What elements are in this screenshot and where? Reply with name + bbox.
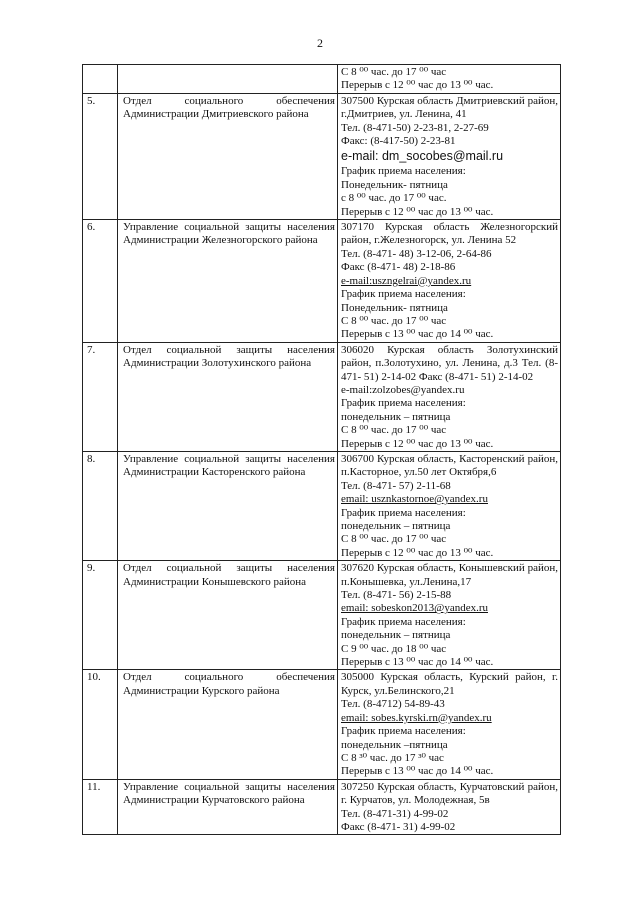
contact-info [338,451,561,560]
contact-line: Перерыв с 12 ⁰⁰ час до 13 ⁰⁰ час. [341,205,494,218]
contact-line: понедельник – пятница [341,410,451,423]
contact-line: С 9 ⁰⁰ час. до 18 ⁰⁰ час [341,642,447,655]
contact-info [338,779,561,835]
contact-line: 307250 Курская область, Курчатовский район, г. Курчатов, ул. Молодежная, 5в [341,780,558,807]
contact-line: понедельник – пятница [341,520,451,532]
social-services-table [82,64,561,835]
contact-line: 306020 Курская область Золотухинский район, п.Золотухино, ул. Ленина, д.3 Тел. (8-471- 51) 2-14-02 Факс (8-471- 51) 2-14-02 [341,343,558,383]
contact-line: e-mail:zolzobes@yandex.ru [341,383,465,396]
contact-info [338,65,561,94]
contact-line: Тел. (8-471- 56) 2-15-88 [341,589,452,602]
table-row [83,65,561,94]
row-number: 11. [83,779,118,835]
contact-line: Факс: (8-417-50) 2-23-81 [341,135,456,148]
contact-line: понедельник –пятница [341,738,448,751]
contact-info [338,670,561,779]
contact-line: Перерыв с 12 ⁰⁰ час до 13 ⁰⁰ час. [341,546,494,559]
contact-line: Тел. (8-471- 57) 2-11-68 [341,479,451,492]
email-address[interactable]: e-mail:uszngelrai@yandex.ru [341,274,472,287]
contact-line: Тел. (8-471- 48) 3-12-06, 2-64-86 [341,247,492,260]
organization-name: Управление социальной защиты населения Администрации Касторенского района [118,451,338,560]
contact-line: Понедельник- пятница [341,178,448,191]
table-row [83,220,561,343]
row-number: 10. [83,670,118,779]
email-address[interactable]: email: sobes.kyrski.rn@yandex.ru [341,711,492,724]
contact-line: 307170 Курская область Железногорский район, г.Железногорск, ул. Ленина 52 [341,221,558,247]
organization-name [118,65,338,94]
contact-line: График приема населения: [341,397,466,410]
email-address[interactable]: email: sobeskon2013@yandex.ru [341,602,488,615]
contact-line: Тел. (8-4712) 54-89-43 [341,698,445,711]
contact-line: Перерыв с 13 ⁰⁰ час до 14 ⁰⁰ час. [341,656,494,669]
table-row [83,93,561,219]
contact-line: С 8 ⁰⁰ час. до 17 ⁰⁰ час [341,424,447,437]
contact-line: Перерыв с 13 ⁰⁰ час до 14 ⁰⁰ час. [341,328,494,341]
contact-line: Факс (8-471- 48) 2-18-86 [341,261,456,274]
contact-line: с 8 ⁰⁰ час. до 17 ⁰⁰ час. [341,192,447,205]
contact-line: Перерыв с 12 ⁰⁰ час до 13 ⁰⁰ час. [341,437,494,450]
organization-name: Отдел социального обеспечения Администрации Курского района [118,670,338,779]
contact-line: 306700 Курская область, Касторенский район, п.Касторное, ул.50 лет Октября,6 [341,452,558,479]
contact-info [338,220,561,343]
row-number: 9. [83,561,118,670]
contact-line: 307500 Курская область Дмитриевский район, г.Дмитриев, ул. Ленина, 41 [341,94,558,121]
page-number: 2 [317,36,323,50]
row-number: 6. [83,220,118,343]
contact-line: График приема населения: [341,725,466,738]
email-address[interactable]: email: usznkastornoe@yandex.ru [341,493,488,506]
contact-info [338,342,561,451]
contact-line: С 8 ⁰⁰ час. до 17 ⁰⁰ час [341,314,447,327]
organization-name: Управление социальной защиты населения Администрации Железногорского района [118,220,338,343]
table-row [83,342,561,451]
contact-info [338,93,561,219]
contact-line: Перерыв с 13 ⁰⁰ час до 14 ⁰⁰ час. [341,765,494,778]
contact-info [338,561,561,670]
contact-line: Тел. (8-471-31) 4-99-02 [341,807,449,820]
contact-line: Факс (8-471- 31) 4-99-02 [341,820,456,833]
table-row [83,561,561,670]
contact-line: С 8 ⁰⁰ час. до 17 ⁰⁰ час [341,533,447,546]
contact-line: С 8 ⁰⁰ час. до 17 ⁰⁰ час [341,66,447,78]
row-number: 5. [83,93,118,219]
row-number [83,65,118,94]
table-row [83,670,561,779]
organization-name: Отдел социальной защиты населения Администрации Золотухинского района [118,342,338,451]
organization-name: Отдел социальной защиты населения Администрации Конышевского района [118,561,338,670]
row-number: 8. [83,451,118,560]
contact-line: Понедельник- пятница [341,301,448,314]
contact-line: понедельник – пятница [341,629,451,642]
contact-line: График приема населения: [341,615,466,628]
organization-name: Управление социальной защиты населения Администрации Курчатовского района [118,779,338,835]
contact-line: С 8 ³⁰ час. до 17 ³⁰ час [341,751,444,764]
organization-name: Отдел социального обеспечения Администрации Дмитриевского района [118,93,338,219]
contact-line: График приема населения: [341,506,466,519]
row-number: 7. [83,342,118,451]
contact-line: Перерыв с 12 ⁰⁰ час до 13 ⁰⁰ час. [341,79,494,92]
contact-line: 305000 Курская область, Курский район, г. Курск, ул.Белинского,21 [341,671,558,697]
contact-line: 307620 Курская область, Конышевский район, п.Конышевка, ул.Ленина,17 [341,562,558,588]
table-row [83,779,561,835]
contact-line: График приема населения: [341,165,466,178]
table-row [83,451,561,560]
contact-line: Тел. (8-471-50) 2-23-81, 2-27-69 [341,121,489,134]
email-address[interactable]: e-mail: dm_socobes@mail.ru [341,149,504,164]
contact-line: График приема населения: [341,288,466,301]
